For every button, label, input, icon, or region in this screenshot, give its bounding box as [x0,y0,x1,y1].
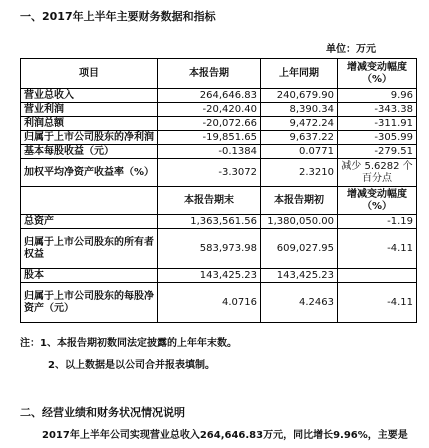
cell-change: -311.91 [338,117,417,131]
header-period-start: 本报告期初 [261,187,338,215]
header-current: 本报告期 [158,59,261,89]
table-row [21,229,417,269]
cell-period-end: 583,973.98 [158,229,261,269]
cell-change: -279.51 [338,145,417,159]
row-label: 总资产 [21,215,158,229]
table-row [21,269,417,283]
note-2: 2、以上数据是以公司合并报表填制。 [48,360,215,371]
cell-change: 9.96 [338,89,417,103]
cell-period-end: 4.0716 [158,283,261,323]
row-label: 营业总收入 [21,89,158,103]
table2-header-row [21,187,417,215]
unit-label: 单位：万元 [326,44,376,55]
cell-change: 减少 5.6282 个百分点 [338,159,417,187]
cell-current: -20,420.40 [158,103,261,117]
cell-current: -19,851.65 [158,131,261,145]
cell-current: 264,646.83 [158,89,261,103]
header-prior: 上年同期 [261,59,338,89]
note-1: 注：1、本报告期初数同法定披露的上年年末数。 [20,338,237,349]
cell-period-start: 609,027.95 [261,229,338,269]
table1-header-row [21,59,417,89]
cell-prior: 2.3210 [261,159,338,187]
table-row [21,103,417,117]
cell-prior: 9,637.22 [261,131,338,145]
row-label: 归属于上市公司股东的每股净资产（元） [21,283,158,323]
cell-prior: 0.0771 [261,145,338,159]
row-label: 利润总额 [21,117,158,131]
cell-change: -343.38 [338,103,417,117]
cell-change [338,269,417,283]
header-item: 项目 [21,59,158,89]
cell-change: -1.19 [338,215,417,229]
cell-period-end: 143,425.23 [158,269,261,283]
cell-prior: 9,472.24 [261,117,338,131]
table-row [21,215,417,229]
cell-current: -0.1384 [158,145,261,159]
header-change: 增减变动幅度（%） [338,59,417,89]
row-label: 归属于上市公司股东的所有者权益 [21,229,158,269]
cell-current: -20,072.66 [158,117,261,131]
header-change: 增减变动幅度（%） [338,187,417,215]
header-blank [21,187,158,215]
row-label: 基本每股收益（元） [21,145,158,159]
cell-prior: 240,679.90 [261,89,338,103]
cell-period-end: 1,363,561.56 [158,215,261,229]
table-row [21,283,417,323]
table-row [21,89,417,103]
section1-title: 一、2017年上半年主要财务数据和指标 [20,10,216,23]
section2-title: 二、经营业绩和财务状况情况说明 [20,406,185,419]
row-label: 归属于上市公司股东的净利润 [21,131,158,145]
row-label: 股本 [21,269,158,283]
cell-period-start: 4.2463 [261,283,338,323]
body-paragraph: 2017年上半年公司实现营业总收入264,646.83万元，同比增长9.96%，主要是 [42,430,408,441]
cell-prior: 8,390.34 [261,103,338,117]
cell-change: -4.11 [338,283,417,323]
financial-table [20,58,417,323]
cell-period-start: 143,425.23 [261,269,338,283]
table-row [21,117,417,131]
table-row [21,159,417,187]
row-label: 营业利润 [21,103,158,117]
cell-change: -305.99 [338,131,417,145]
cell-change: -4.11 [338,229,417,269]
cell-current: -3.3072 [158,159,261,187]
table-row [21,145,417,159]
table-row [21,131,417,145]
cell-period-start: 1,380,050.00 [261,215,338,229]
row-label: 加权平均净资产收益率（%） [21,159,158,187]
header-period-end: 本报告期末 [158,187,261,215]
